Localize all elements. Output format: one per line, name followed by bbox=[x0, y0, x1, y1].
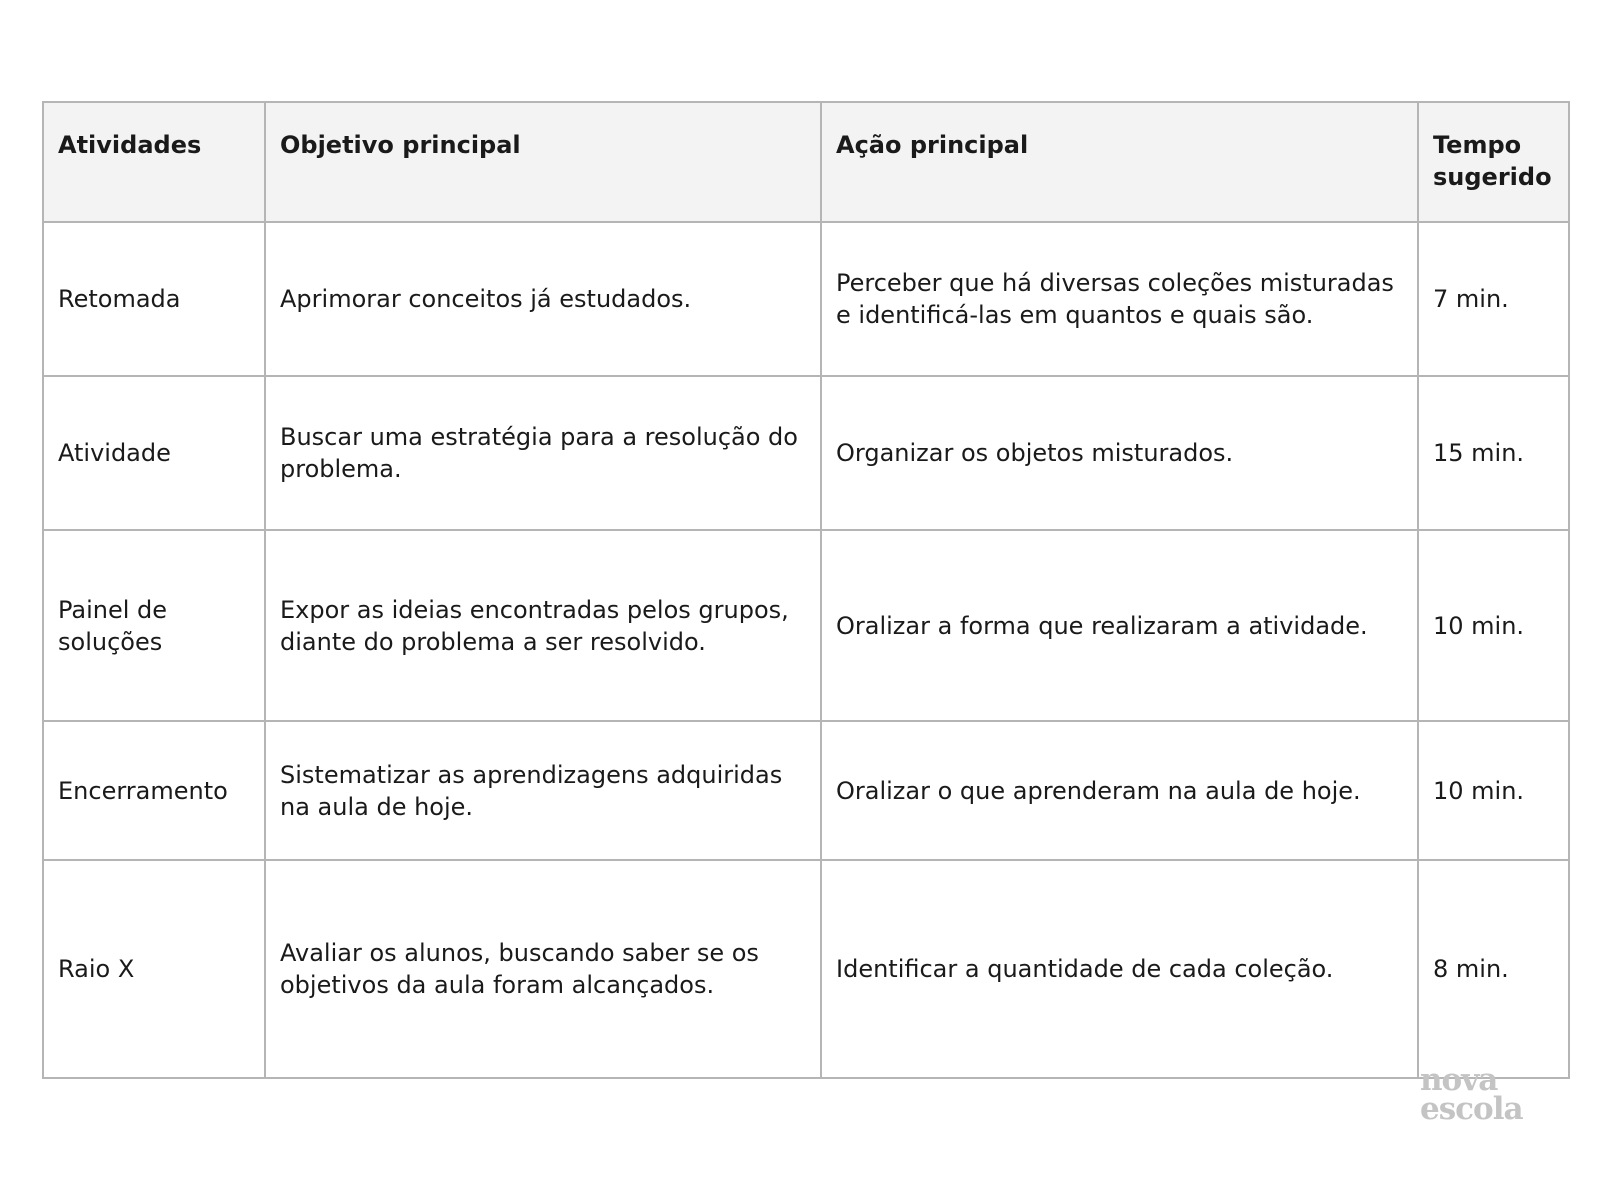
cell-activity: Raio X bbox=[43, 860, 265, 1078]
nova-escola-logo bbox=[1420, 1062, 1550, 1127]
cell-objective: Sistematizar as aprendizagens adquiridas na aula de hoje. bbox=[265, 721, 821, 860]
logo-line-escola: escola bbox=[1420, 1091, 1523, 1127]
cell-time: 8 min. bbox=[1418, 860, 1569, 1078]
table-row bbox=[43, 530, 1569, 721]
cell-time: 7 min. bbox=[1418, 222, 1569, 376]
table-row bbox=[43, 222, 1569, 376]
cell-action: Perceber que há diversas coleções misturadas e identificá-las em quantos e quais são. bbox=[821, 222, 1418, 376]
cell-activity: Atividade bbox=[43, 376, 265, 530]
header-acao: Ação principal bbox=[821, 102, 1418, 222]
table-row bbox=[43, 860, 1569, 1078]
logo-line-nova: nova bbox=[1420, 1062, 1498, 1098]
header-objetivo: Objetivo principal bbox=[265, 102, 821, 222]
cell-activity: Encerramento bbox=[43, 721, 265, 860]
cell-activity: Retomada bbox=[43, 222, 265, 376]
cell-objective: Aprimorar conceitos já estudados. bbox=[265, 222, 821, 376]
cell-activity: Painel de soluções bbox=[43, 530, 265, 721]
cell-objective: Expor as ideias encontradas pelos grupos, diante do problema a ser resolvido. bbox=[265, 530, 821, 721]
table-row bbox=[43, 376, 1569, 530]
header-tempo: Tempo sugerido bbox=[1418, 102, 1569, 222]
cell-time: 10 min. bbox=[1418, 721, 1569, 860]
cell-time: 10 min. bbox=[1418, 530, 1569, 721]
cell-action: Organizar os objetos misturados. bbox=[821, 376, 1418, 530]
cell-time: 15 min. bbox=[1418, 376, 1569, 530]
cell-objective: Avaliar os alunos, buscando saber se os objetivos da aula foram alcançados. bbox=[265, 860, 821, 1078]
table-header-row bbox=[43, 102, 1569, 222]
header-atividades: Atividades bbox=[43, 102, 265, 222]
table-row bbox=[43, 721, 1569, 860]
cell-action: Oralizar a forma que realizaram a atividade. bbox=[821, 530, 1418, 721]
cell-objective: Buscar uma estratégia para a resolução do problema. bbox=[265, 376, 821, 530]
cell-action: Identificar a quantidade de cada coleção. bbox=[821, 860, 1418, 1078]
cell-action: Oralizar o que aprenderam na aula de hoje. bbox=[821, 721, 1418, 860]
lesson-plan-table bbox=[42, 101, 1570, 1079]
